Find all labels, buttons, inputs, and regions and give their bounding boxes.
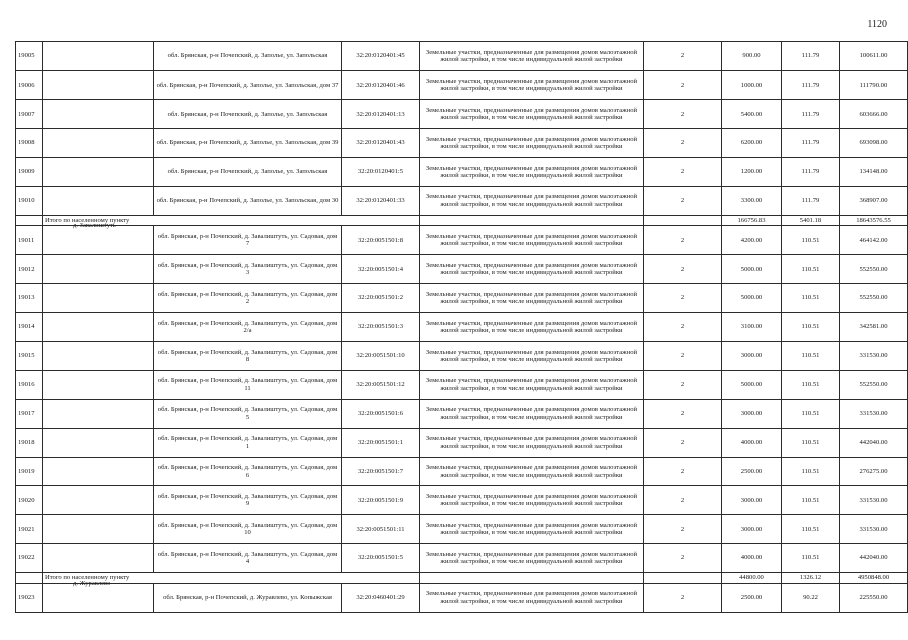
location-cell	[43, 515, 154, 544]
group-cell: 2	[644, 42, 722, 71]
address-cell: обл. Брянская, р-н Почепский, д. Завалиштуть, ул. Садовая, дом 2	[154, 284, 342, 313]
group-cell: 2	[644, 370, 722, 399]
cadastral-number-cell: 32:20:0051501:6	[342, 399, 420, 428]
rate-cell: 111.79	[782, 42, 840, 71]
total-spacer	[16, 215, 43, 226]
area-cell: 3100.00	[722, 313, 782, 342]
location-cell	[43, 222, 154, 255]
land-use-cell: Земельные участки, предназначенные для размещения домов малоэтажной жилой застройки, в том числе индивидуальной жилой застройки	[420, 71, 644, 100]
row-id: 19013	[16, 284, 43, 313]
area-cell: 3000.00	[722, 399, 782, 428]
cadastral-number-cell: 32:20:0051501:8	[342, 226, 420, 255]
cadastral-number-cell: 32:20:0051501:2	[342, 284, 420, 313]
row-id: 19022	[16, 544, 43, 573]
address-cell: обл. Брянская, р-н Почепский, д. Заполье, ул. Запольская	[154, 42, 342, 71]
total-empty	[644, 573, 722, 584]
total-empty	[420, 215, 644, 226]
address-cell: обл. Брянская, р-н Почепский, д. Заполье, ул. Запольская, дом 37	[154, 71, 342, 100]
address-cell: обл. Брянская, р-н Почепский, д. Завалиштуть, ул. Садовая, дом 3	[154, 255, 342, 284]
cadastral-number-cell: 32:20:0120401:43	[342, 129, 420, 158]
group-cell: 2	[644, 544, 722, 573]
area-cell: 5000.00	[722, 284, 782, 313]
total-empty	[420, 573, 644, 584]
land-use-cell: Земельные участки, предназначенные для размещения домов малоэтажной жилой застройки, в том числе индивидуальной жилой застройки	[420, 313, 644, 342]
row-id: 19006	[16, 71, 43, 100]
location-cell	[43, 457, 154, 486]
total-label: Итого по населенному пункту	[43, 215, 420, 226]
group-cell: 2	[644, 486, 722, 515]
location-cell	[43, 71, 154, 100]
area-cell: 4000.00	[722, 544, 782, 573]
land-use-cell: Земельные участки, предназначенные для размещения домов малоэтажной жилой застройки, в том числе индивидуальной жилой застройки	[420, 129, 644, 158]
area-cell: 4200.00	[722, 226, 782, 255]
value-cell: 342581.00	[840, 313, 908, 342]
location-cell	[43, 313, 154, 342]
address-cell: обл. Брянская, р-н Почепский, д. Завалиштуть, ул. Садовая, дом 8	[154, 342, 342, 371]
area-cell: 6200.00	[722, 129, 782, 158]
table-row	[16, 186, 908, 215]
address-cell: обл. Брянская, р-н Почепский, д. Завалиштуть, ул. Садовая, дом 10	[154, 515, 342, 544]
value-cell: 442040.00	[840, 544, 908, 573]
cadastral-number-cell: 32:20:0051501:3	[342, 313, 420, 342]
table-row	[16, 515, 908, 544]
cadastral-number-cell: 32:20:0051501:5	[342, 544, 420, 573]
total-area: 166756.83	[722, 215, 782, 226]
value-cell: 331530.00	[840, 342, 908, 371]
land-use-cell: Земельные участки, предназначенные для размещения домов малоэтажной жилой застройки, в том числе индивидуальной жилой застройки	[420, 457, 644, 486]
group-cell: 2	[644, 342, 722, 371]
group-cell: 2	[644, 284, 722, 313]
value-cell: 368907.00	[840, 186, 908, 215]
rate-cell: 110.51	[782, 284, 840, 313]
land-use-cell: Земельные участки, предназначенные для размещения домов малоэтажной жилой застройки, в том числе индивидуальной жилой застройки	[420, 255, 644, 284]
area-cell: 3000.00	[722, 342, 782, 371]
land-use-cell: Земельные участки, предназначенные для размещения домов малоэтажной жилой застройки, в том числе индивидуальной жилой застройки	[420, 284, 644, 313]
row-id: 19008	[16, 129, 43, 158]
settlement-name: д. Журавлево	[73, 579, 111, 587]
rate-cell: 110.51	[782, 515, 840, 544]
rate-cell: 111.79	[782, 158, 840, 187]
row-id: 19021	[16, 515, 43, 544]
land-use-cell: Земельные участки, предназначенные для размещения домов малоэтажной жилой застройки, в том числе индивидуальной жилой застройки	[420, 158, 644, 187]
row-id: 19012	[16, 255, 43, 284]
row-id: 19015	[16, 342, 43, 371]
rate-cell: 110.51	[782, 255, 840, 284]
value-cell: 331530.00	[840, 515, 908, 544]
address-cell: обл. Брянская, р-н Почепский, д. Завалиштуть, ул. Садовая, дом 6	[154, 457, 342, 486]
area-cell: 3300.00	[722, 186, 782, 215]
cadastral-number-cell: 32:20:0051501:12	[342, 370, 420, 399]
rate-cell: 90.22	[782, 583, 840, 612]
group-cell: 2	[644, 100, 722, 129]
rate-cell: 111.79	[782, 129, 840, 158]
total-value: 4950848.00	[840, 573, 908, 584]
area-cell: 2500.00	[722, 583, 782, 612]
location-cell	[43, 158, 154, 187]
group-cell: 2	[644, 515, 722, 544]
value-cell: 552550.00	[840, 255, 908, 284]
table-row	[16, 284, 908, 313]
value-cell: 552550.00	[840, 370, 908, 399]
row-id: 19023	[16, 583, 43, 612]
table-row	[16, 42, 908, 71]
rate-cell: 110.51	[782, 428, 840, 457]
table-row	[16, 370, 908, 399]
land-use-cell: Земельные участки, предназначенные для размещения домов малоэтажной жилой застройки, в том числе индивидуальной жилой застройки	[420, 515, 644, 544]
address-cell: обл. Брянская, р-н Почепский, д. Завалиштуть, ул. Садовая, дом 5	[154, 399, 342, 428]
address-cell: обл. Брянская, р-н Почепский, д. Заполье, ул. Запольская	[154, 100, 342, 129]
area-cell: 2500.00	[722, 457, 782, 486]
table-row	[16, 226, 908, 255]
land-use-cell: Земельные участки, предназначенные для размещения домов малоэтажной жилой застройки, в том числе индивидуальной жилой застройки	[420, 486, 644, 515]
cadastral-number-cell: 32:20:0051501:9	[342, 486, 420, 515]
table-row	[16, 313, 908, 342]
group-cell: 2	[644, 129, 722, 158]
table-row	[16, 399, 908, 428]
area-cell: 5400.00	[722, 100, 782, 129]
address-cell: обл. Брянская, р-н Почепский, д. Заполье, ул. Запольская, дом 30	[154, 186, 342, 215]
table-row	[16, 100, 908, 129]
value-cell: 331530.00	[840, 486, 908, 515]
land-use-cell: Земельные участки, предназначенные для размещения домов малоэтажной жилой застройки, в том числе индивидуальной жилой застройки	[420, 342, 644, 371]
area-cell: 5000.00	[722, 370, 782, 399]
total-empty	[644, 215, 722, 226]
table-row	[16, 129, 908, 158]
cadastral-number-cell: 32:20:0120401:46	[342, 71, 420, 100]
rate-cell: 110.51	[782, 226, 840, 255]
location-cell	[43, 579, 154, 612]
cadastral-number-cell: 32:20:0051501:7	[342, 457, 420, 486]
cadastral-number-cell: 32:20:0120401:33	[342, 186, 420, 215]
row-id: 19016	[16, 370, 43, 399]
rate-cell: 111.79	[782, 186, 840, 215]
address-cell: обл. Брянская, р-н Почепский, д. Завалиштуть, ул. Садовая, дом 11	[154, 370, 342, 399]
rate-cell: 110.51	[782, 313, 840, 342]
total-label: Итого по населенному пункту	[43, 573, 420, 584]
row-id: 19017	[16, 399, 43, 428]
table-row	[16, 158, 908, 187]
table-row	[16, 255, 908, 284]
land-use-cell: Земельные участки, предназначенные для размещения домов малоэтажной жилой застройки, в том числе индивидуальной жилой застройки	[420, 399, 644, 428]
cadastral-number-cell: 32:20:0051501:11	[342, 515, 420, 544]
total-area: 44800.00	[722, 573, 782, 584]
area-cell: 3000.00	[722, 515, 782, 544]
table-row	[16, 71, 908, 100]
group-cell: 2	[644, 457, 722, 486]
location-cell	[43, 42, 154, 71]
row-id: 19005	[16, 42, 43, 71]
group-cell: 2	[644, 428, 722, 457]
total-rate: 1326.12	[782, 573, 840, 584]
rate-cell: 111.79	[782, 71, 840, 100]
row-id: 19020	[16, 486, 43, 515]
row-id: 19009	[16, 158, 43, 187]
address-cell: обл. Брянская, р-н Почепский, д. Завалиштуть, ул. Садовая, дом 9	[154, 486, 342, 515]
land-registry-table	[15, 41, 908, 613]
location-cell	[43, 342, 154, 371]
rate-cell: 110.51	[782, 342, 840, 371]
address-cell: обл. Брянская, р-н Почепский, д. Завалиштуть, ул. Садовая, дом 7	[154, 226, 342, 255]
row-id: 19010	[16, 186, 43, 215]
area-cell: 4000.00	[722, 428, 782, 457]
cadastral-number-cell: 32:20:0120401:5	[342, 158, 420, 187]
value-cell: 552550.00	[840, 284, 908, 313]
value-cell: 100611.00	[840, 42, 908, 71]
cadastral-number-cell: 32:20:0120401:45	[342, 42, 420, 71]
table-row	[16, 342, 908, 371]
group-cell: 2	[644, 158, 722, 187]
area-cell: 1200.00	[722, 158, 782, 187]
rate-cell: 111.79	[782, 100, 840, 129]
land-use-cell: Земельные участки, предназначенные для размещения домов малоэтажной жилой застройки, в том числе индивидуальной жилой застройки	[420, 583, 644, 612]
address-cell: обл. Брянская, р-н Почепский, д. Заполье, ул. Запольская, дом 39	[154, 129, 342, 158]
address-cell: обл. Брянская, р-н Почепский, д. Журавлево, ул. Копыжская	[154, 583, 342, 612]
location-cell	[43, 129, 154, 158]
total-rate: 5401.18	[782, 215, 840, 226]
land-use-cell: Земельные участки, предназначенные для размещения домов малоэтажной жилой застройки, в том числе индивидуальной жилой застройки	[420, 226, 644, 255]
rate-cell: 110.51	[782, 486, 840, 515]
land-use-cell: Земельные участки, предназначенные для размещения домов малоэтажной жилой застройки, в том числе индивидуальной жилой застройки	[420, 186, 644, 215]
group-cell: 2	[644, 71, 722, 100]
address-cell: обл. Брянская, р-н Почепский, д. Завалиштуть, ул. Садовая, дом 2/а	[154, 313, 342, 342]
total-value: 18643576.55	[840, 215, 908, 226]
rate-cell: 110.51	[782, 544, 840, 573]
address-cell: обл. Брянская, р-н Почепский, д. Завалиштуть, ул. Садовая, дом 4	[154, 544, 342, 573]
group-cell: 2	[644, 583, 722, 612]
group-cell: 2	[644, 226, 722, 255]
cadastral-number-cell: 32:20:0460401:29	[342, 583, 420, 612]
group-cell: 2	[644, 399, 722, 428]
table-row	[16, 544, 908, 573]
land-use-cell: Земельные участки, предназначенные для размещения домов малоэтажной жилой застройки, в том числе индивидуальной жилой застройки	[420, 428, 644, 457]
table-body	[16, 42, 908, 613]
area-cell: 5000.00	[722, 255, 782, 284]
cadastral-number-cell: 32:20:0051501:10	[342, 342, 420, 371]
settlement-name: д. Завалиштуть	[73, 222, 116, 230]
address-cell: обл. Брянская, р-н Почепский, д. Заполье, ул. Запольская	[154, 158, 342, 187]
total-spacer	[16, 573, 43, 584]
land-use-cell: Земельные участки, предназначенные для размещения домов малоэтажной жилой застройки, в том числе индивидуальной жилой застройки	[420, 100, 644, 129]
group-cell: 2	[644, 255, 722, 284]
table-row	[16, 457, 908, 486]
land-use-cell: Земельные участки, предназначенные для размещения домов малоэтажной жилой застройки, в том числе индивидуальной жилой застройки	[420, 544, 644, 573]
row-id: 19014	[16, 313, 43, 342]
group-cell: 2	[644, 313, 722, 342]
value-cell: 276275.00	[840, 457, 908, 486]
location-cell	[43, 284, 154, 313]
page-number: 1120	[867, 19, 887, 30]
value-cell: 693098.00	[840, 129, 908, 158]
row-id: 19018	[16, 428, 43, 457]
value-cell: 225550.00	[840, 583, 908, 612]
location-cell	[43, 370, 154, 399]
cadastral-number-cell: 32:20:0120401:13	[342, 100, 420, 129]
location-cell	[43, 255, 154, 284]
group-cell: 2	[644, 186, 722, 215]
location-cell	[43, 186, 154, 215]
location-cell	[43, 428, 154, 457]
value-cell: 111790.00	[840, 71, 908, 100]
row-id: 19019	[16, 457, 43, 486]
land-use-cell: Земельные участки, предназначенные для размещения домов малоэтажной жилой застройки, в том числе индивидуальной жилой застройки	[420, 370, 644, 399]
row-id: 19007	[16, 100, 43, 129]
location-cell	[43, 486, 154, 515]
address-cell: обл. Брянская, р-н Почепский, д. Завалиштуть, ул. Садовая, дом 1	[154, 428, 342, 457]
value-cell: 603666.00	[840, 100, 908, 129]
value-cell: 134148.00	[840, 158, 908, 187]
location-cell	[43, 399, 154, 428]
location-cell	[43, 544, 154, 573]
table-row	[16, 428, 908, 457]
cadastral-number-cell: 32:20:0051501:1	[342, 428, 420, 457]
row-id: 19011	[16, 226, 43, 255]
area-cell: 1000.00	[722, 71, 782, 100]
area-cell: 3000.00	[722, 486, 782, 515]
rate-cell: 110.51	[782, 370, 840, 399]
table-row	[16, 486, 908, 515]
table-row	[16, 583, 908, 612]
location-cell	[43, 100, 154, 129]
value-cell: 464142.00	[840, 226, 908, 255]
area-cell: 900.00	[722, 42, 782, 71]
rate-cell: 110.51	[782, 399, 840, 428]
land-use-cell: Земельные участки, предназначенные для размещения домов малоэтажной жилой застройки, в том числе индивидуальной жилой застройки	[420, 42, 644, 71]
value-cell: 442040.00	[840, 428, 908, 457]
cadastral-number-cell: 32:20:0051501:4	[342, 255, 420, 284]
rate-cell: 110.51	[782, 457, 840, 486]
value-cell: 331530.00	[840, 399, 908, 428]
